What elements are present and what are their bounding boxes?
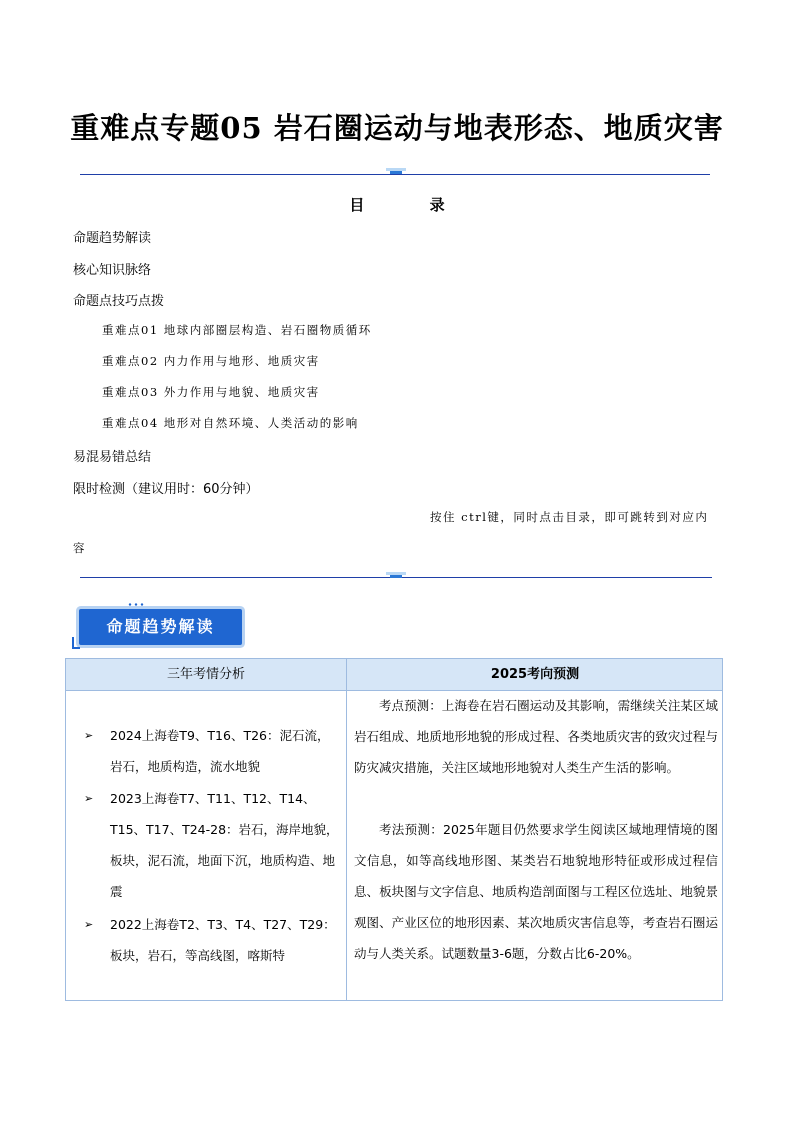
forecast-paragraph: 考点预测：上海卷在岩石圈运动及其影响，需继续关注某区域岩石组成、地质地形地貌的形成过程、各类地质灾害的致灾过程与防灾减灾措施，关注区域地形地貌对人类生产生活的影响。 <box>354 698 718 775</box>
toc-subitem-03[interactable]: 重难点03 外力作用与地貌、地质灾害 <box>102 385 320 399</box>
toc-subitem-04[interactable]: 重难点04 地形对自然环境、人类活动的影响 <box>102 416 359 430</box>
toc-item-skills[interactable]: 命题点技巧点拨 <box>73 294 165 309</box>
badge-corner-decoration <box>72 637 80 649</box>
toc-hint-line-wrap: 容 <box>73 541 86 555</box>
analysis-table <box>65 658 723 1001</box>
list-item: 2022上海卷T2、T3、T4、T27、T29：板块，岩石，等高线图，喀斯特 <box>110 917 336 963</box>
toc-subitem-02[interactable]: 重难点02 内力作用与地形、地质灾害 <box>102 354 320 368</box>
toc-divider-ornament <box>390 575 402 578</box>
toc-item-mistakes[interactable]: 易混易错总结 <box>73 450 152 465</box>
toc-heading: 目 录 <box>349 196 475 214</box>
table-column-divider <box>346 659 347 1000</box>
list-item: 2024上海卷T9、T16、T26：泥石流，岩石，地质构造，流水地貌 <box>110 728 330 774</box>
document-title: 重难点专题05 岩石圈运动与地表形态、地质灾害 <box>70 111 724 145</box>
toc-item-timed-test[interactable]: 限时检测（建议用时：60分钟） <box>73 482 259 497</box>
toc-subitem-01[interactable]: 重难点01 地球内部圈层构造、岩石圈物质循环 <box>102 323 372 337</box>
toc-item-knowledge[interactable]: 核心知识脉络 <box>73 263 152 278</box>
bullet-arrow-icon: ➢ <box>84 792 94 805</box>
forecast-paragraph: 考法预测：2025年题目仍然要求学生阅读区域地理情境的图文信息，如等高线地形图、某类岩石地貌地形特征或形成过程信息、板块图与文字信息、地质构造剖面图与工程区位选址、地貌景观图、产业区位的地形因素、某次地质灾害信息等，考查岩石圈运动与人类关系。试题数量3-6题，分数占比6-20%。 <box>354 822 718 961</box>
badge-dots-decoration <box>127 603 145 606</box>
list-item: 2023上海卷T7、T11、T12、T14、T15、T17、T24-28：岩石，海岸地貌，板块，泥石流，地面下沉，地质构造、地震 <box>110 791 339 899</box>
bullet-arrow-icon: ➢ <box>84 918 94 931</box>
title-divider <box>80 174 710 175</box>
section-badge-label: 命题趋势解读 <box>106 617 215 636</box>
title-divider-ornament <box>390 171 402 174</box>
toc-item-trend[interactable]: 命题趋势解读 <box>73 231 152 246</box>
bullet-arrow-icon: ➢ <box>84 729 94 742</box>
toc-hint-line: 按住 ctrl键，同时点击目录，即可跳转到对应内 <box>430 510 709 524</box>
table-header-right: 2025考向预测 <box>490 667 580 682</box>
section-badge <box>79 609 242 645</box>
table-header-left: 三年考情分析 <box>166 667 245 682</box>
